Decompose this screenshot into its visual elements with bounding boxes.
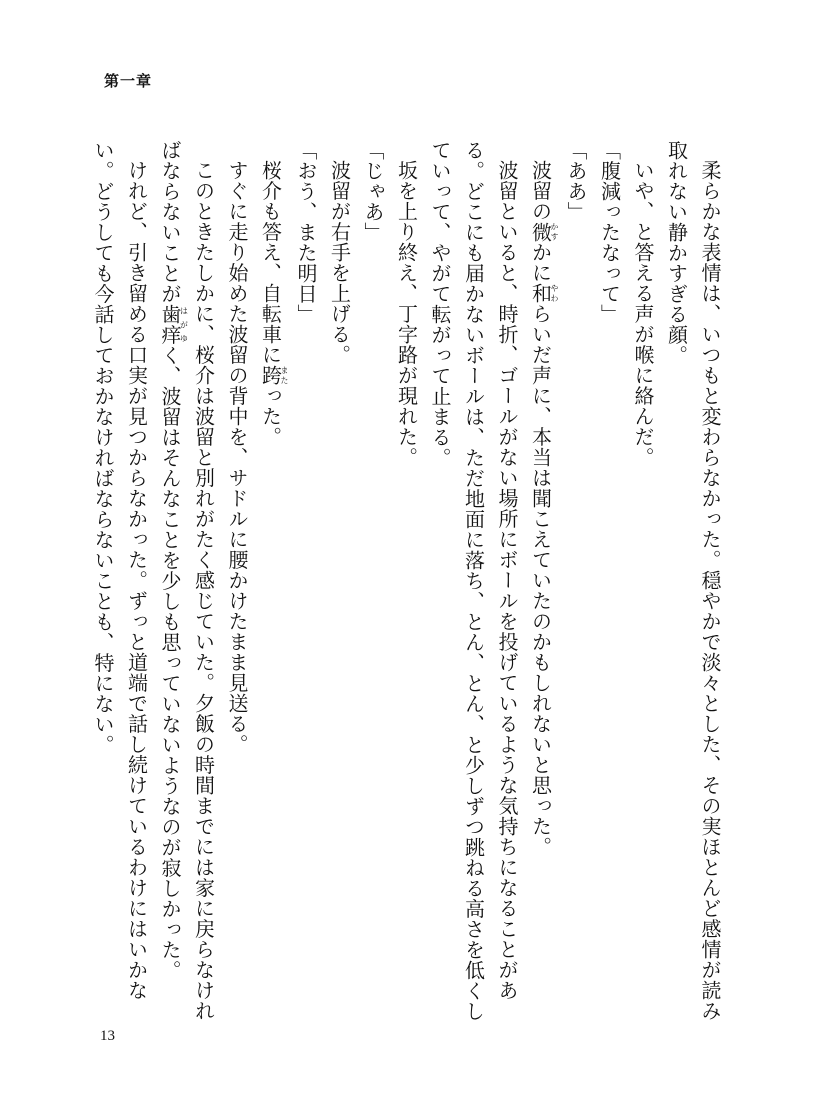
text-segment: 波留の <box>528 160 553 222</box>
ruby-reading: はがゆ <box>179 304 189 345</box>
text-segment: すぐに走り始めた波留の背中を、サドルに腰かけたまま見送る。 <box>225 160 249 755</box>
chapter-heading: 第一章 <box>104 72 153 90</box>
ruby-base: 歯痒 <box>158 304 182 345</box>
ruby-reading: また <box>280 365 289 386</box>
paragraph <box>523 140 559 1030</box>
ruby-base: 和 <box>528 283 553 304</box>
paragraph <box>86 140 153 1030</box>
text-segment: 波留が右手を上げる。 <box>327 160 352 365</box>
paragraph <box>626 140 660 1030</box>
text-segment: 「おう、また明日」 <box>294 140 318 325</box>
text-segment: く、波留はそんなことを少しも思っていないようなのが寂しかった。 <box>158 345 182 981</box>
text-segment: らいだ声に、本当は聞こえていたのかもしれないと思った。 <box>528 303 553 857</box>
paragraph <box>356 140 390 1030</box>
ruby-annotation <box>158 304 189 345</box>
paragraph <box>253 140 289 1030</box>
text-segment: 柔らかな表情は、いつもと変わらなかった。穏やかで淡々とした、その実ほとんど感情が読み取れない静かすぎる顔。 <box>664 140 722 1021</box>
text-segment: 「じゃあ」 <box>361 140 385 243</box>
text-segment: 坂を上り終え、丁字路が現れた。 <box>394 160 419 468</box>
paragraph <box>289 140 323 1030</box>
text-segment: 桜介も答え、自転車に <box>258 160 283 365</box>
paragraph <box>322 140 356 1030</box>
text-segment: 「腹減ったなって」 <box>597 140 622 325</box>
page-number: 13 <box>100 1028 115 1044</box>
novel-body-text <box>86 140 727 1030</box>
ruby-annotation <box>528 221 559 243</box>
text-segment: 「ああ」 <box>564 140 588 222</box>
ruby-base: 跨 <box>258 365 283 386</box>
text-segment: このときたしかに、桜介は波留と別れがたく感じていた。夕飯の時間までには家に戻らなければならないことが <box>158 140 216 1021</box>
paragraph <box>220 140 254 1030</box>
paragraph <box>423 140 524 1030</box>
paragraph <box>592 140 626 1030</box>
text-segment: かに <box>528 242 553 283</box>
paragraph <box>153 140 220 1030</box>
paragraph <box>659 140 726 1030</box>
ruby-annotation <box>528 283 559 304</box>
text-segment: いや、と答える声が喉に絡んだ。 <box>631 160 655 468</box>
text-segment: けれど、引き留める口実が見つからなかった。ずっと道端で話し続けているわけにはいかない。どうしても今話しておかなければならないことも、特にない。 <box>91 140 149 1001</box>
paragraph <box>389 140 423 1030</box>
text-segment: 波留といると、時折、ゴールがない場所にボールを投げているような気持ちになることがある。どこにも届かないボールは、ただ地面に落ち、とん、とん、と少しずつ跳ねる高さを低くしていって、やがて転がって止まる。 <box>428 140 519 1022</box>
ruby-annotation <box>258 365 289 386</box>
paragraph <box>559 140 593 1030</box>
ruby-base: 微 <box>528 221 553 242</box>
ruby-reading: かす <box>550 221 559 242</box>
ruby-reading: やわ <box>550 283 559 304</box>
text-segment: った。 <box>258 385 283 447</box>
